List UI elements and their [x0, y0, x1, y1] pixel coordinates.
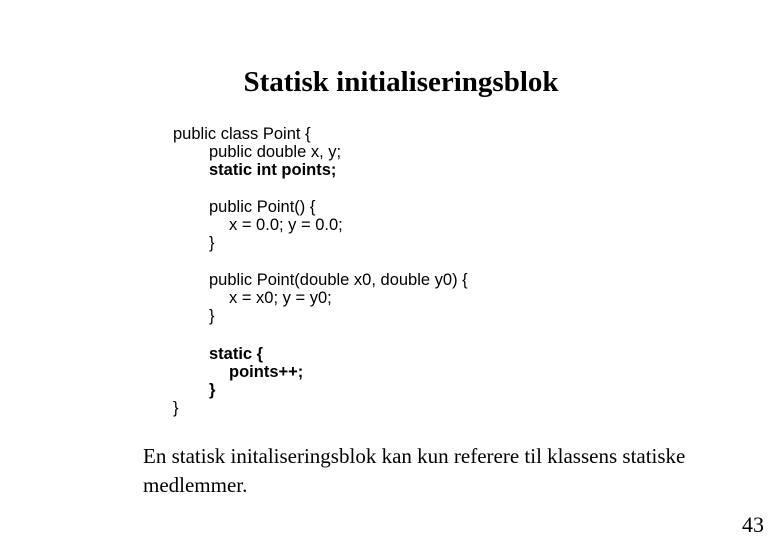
code-constructor-params-close: } [209, 307, 215, 325]
code-static-block-open: static { [209, 345, 264, 363]
code-static-block-body: points++; [229, 363, 304, 381]
code-static-block-close: } [209, 381, 216, 399]
code-class-close: } [173, 399, 179, 417]
description-text: En statisk initaliseringsblok kan kun referere til klassens statiske medlemmer. [143, 444, 686, 497]
code-constructor-default-signature: public Point() { [209, 198, 316, 216]
code-static-field: static int points; [209, 161, 337, 179]
code-constructor-default-body: x = 0.0; y = 0.0; [229, 216, 343, 234]
page-number: 43 [742, 512, 764, 537]
code-class-declaration: public class Point { [173, 125, 311, 143]
slide-title: Statisk initialiseringsblok [243, 66, 559, 98]
code-constructor-default-close: } [209, 234, 215, 252]
code-constructor-params-body: x = x0; y = y0; [229, 289, 332, 307]
code-field-declaration: public double x, y; [209, 143, 342, 161]
code-constructor-params-signature: public Point(double x0, double y0) { [209, 271, 468, 289]
